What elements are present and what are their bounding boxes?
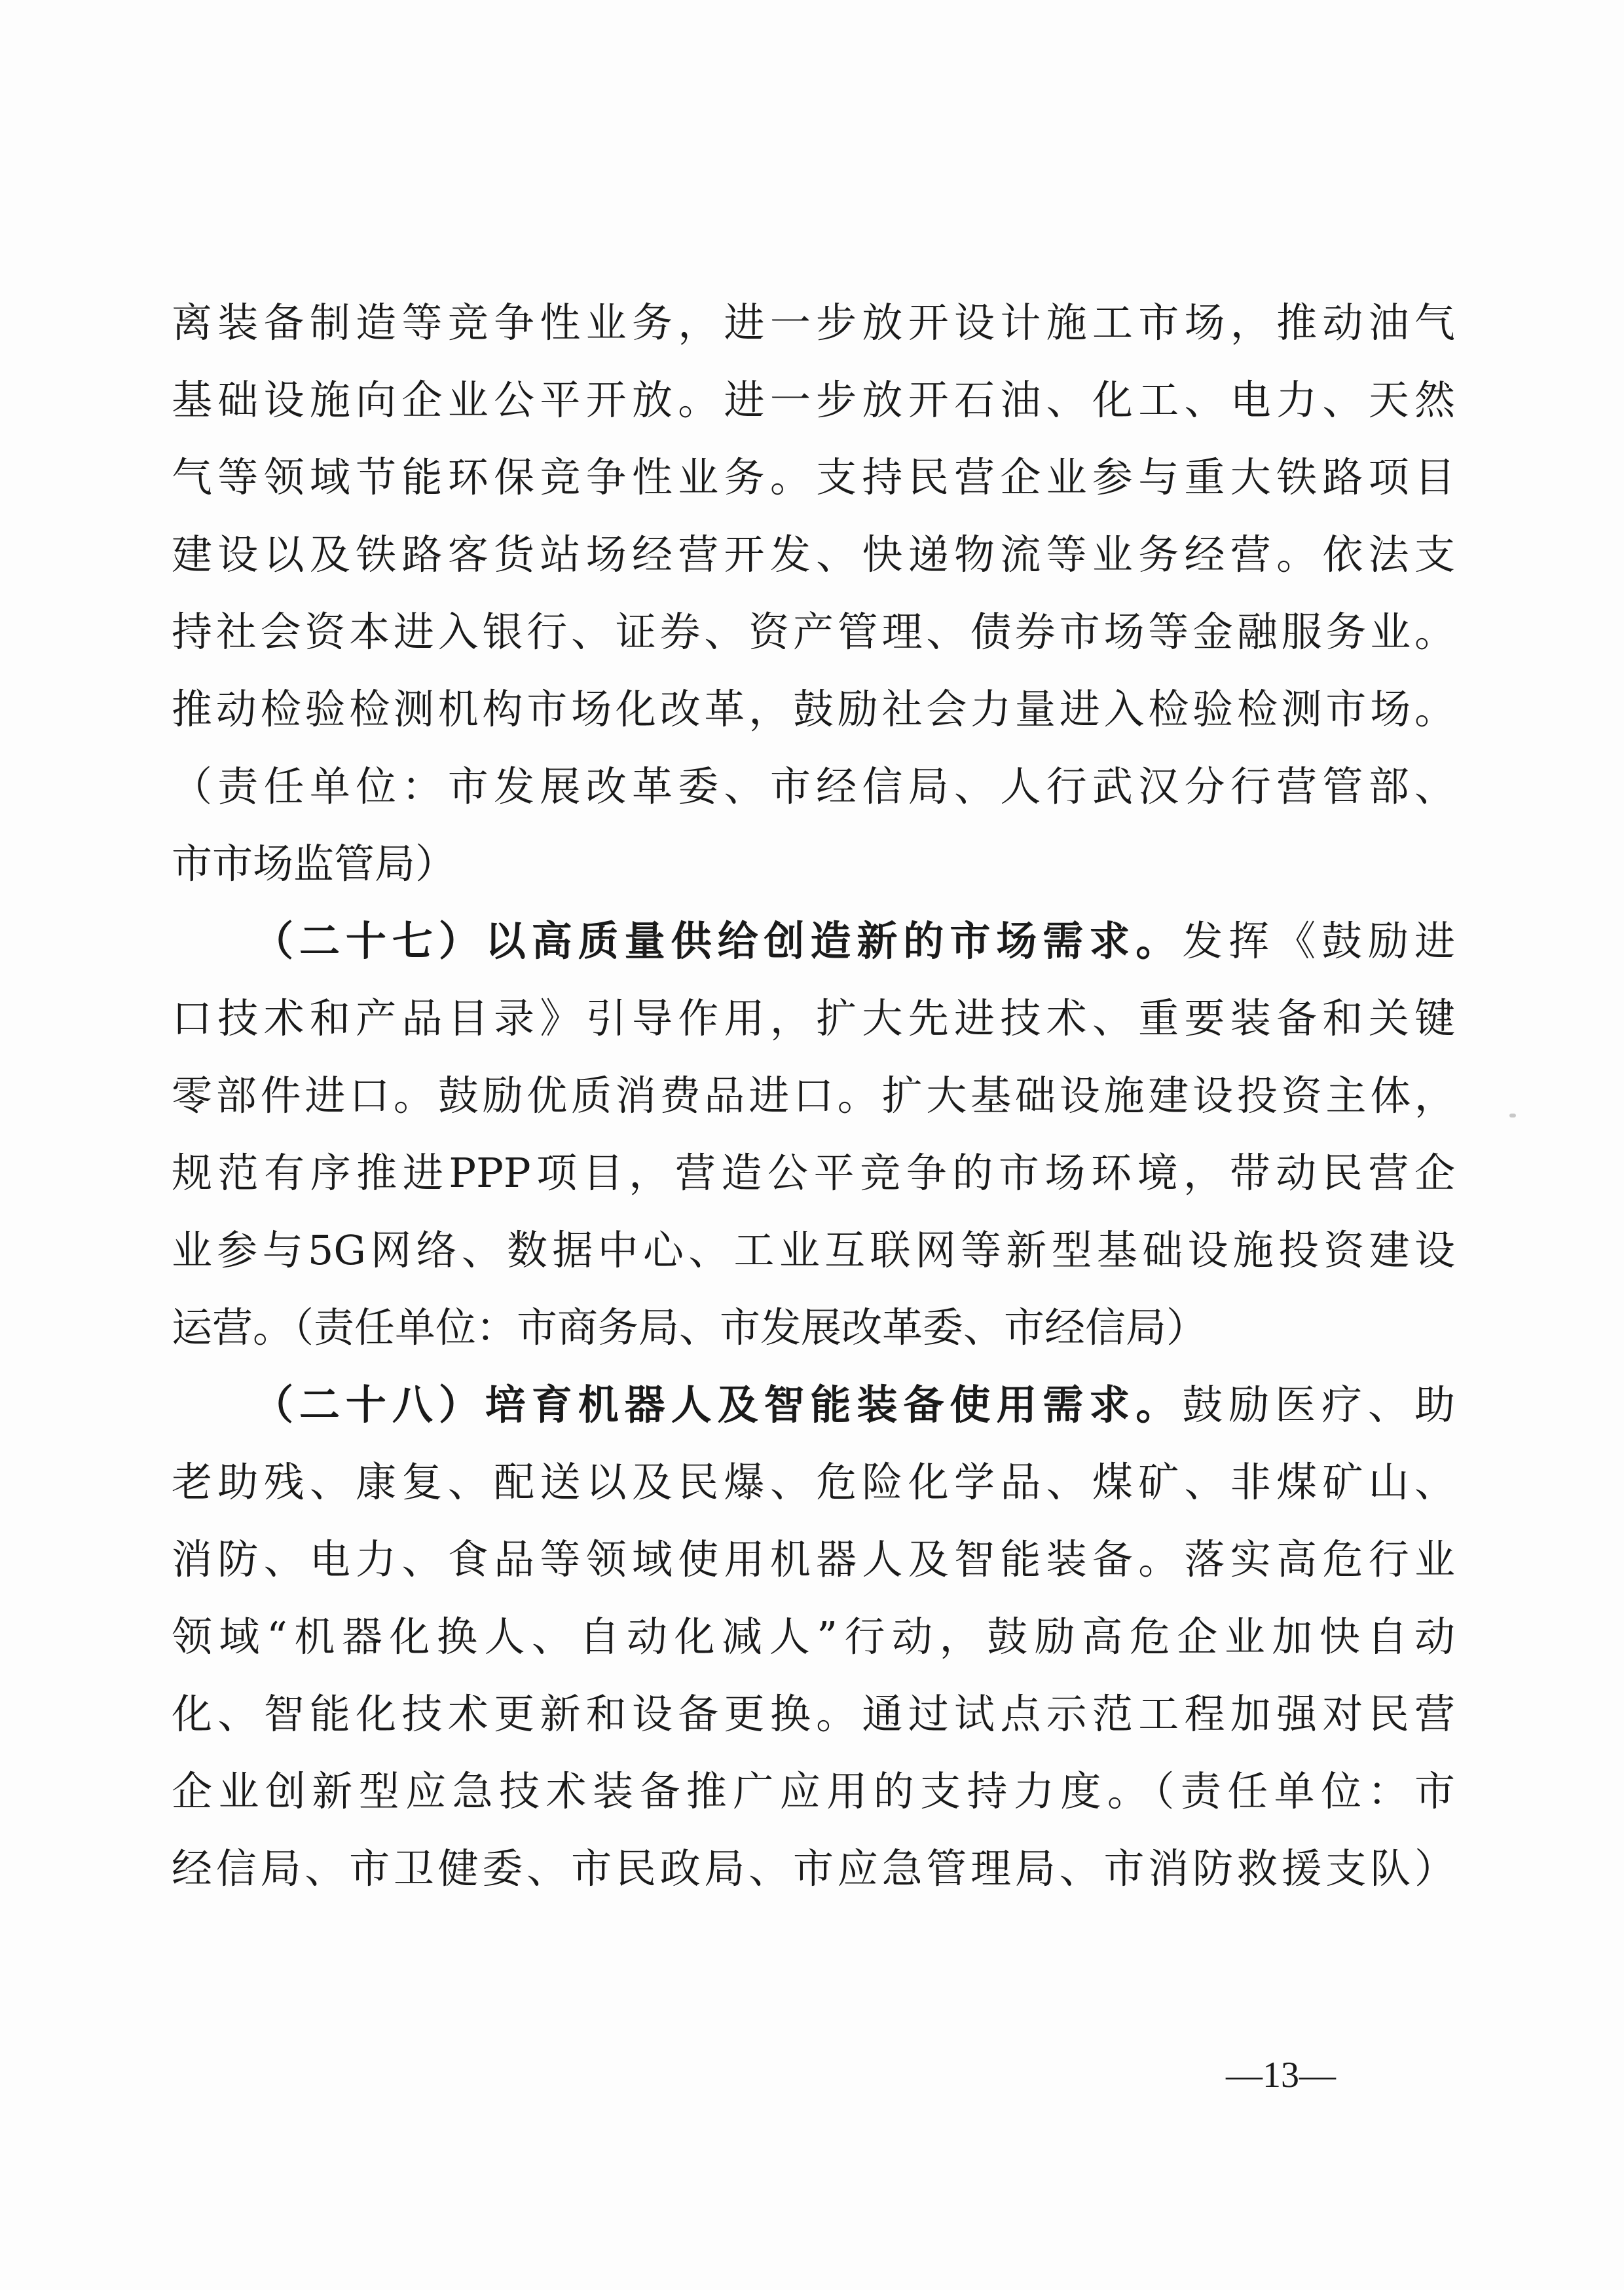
text-line: 老助残、康复、配送以及民爆、危险化学品、煤矿、非煤矿山、 [172, 1458, 1455, 1506]
text-line: 推动检验检测机构市场化改革，鼓励社会力量进入检验检测市场。 [172, 685, 1455, 733]
scan-speck [1509, 1114, 1516, 1117]
text-line: 零部件进口。鼓励优质消费品进口。扩大基础设施建设投资主体， [172, 1072, 1455, 1119]
text-line: （责任单位：市发展改革委、市经信局、人行武汉分行营管部、 [172, 762, 1455, 810]
text-line: 规范有序推进PPP项目，营造公平竞争的市场环境，带动民营企 [172, 1149, 1455, 1197]
paragraph-first-line [172, 903, 1455, 980]
text-line: 基础设施向企业公平开放。进一步放开石油、化工、电力、天然 [172, 376, 1455, 424]
paragraph-first-line [172, 1366, 1455, 1444]
text-line: 气等领域节能环保竞争性业务。支持民营企业参与重大铁路项目 [172, 453, 1455, 501]
text-line: 消防、电力、食品等领域使用机器人及智能装备。落实高危行业 [172, 1535, 1455, 1583]
text-span: 鼓励医疗、助 [1182, 1381, 1455, 1429]
page-number: —13— [1226, 2055, 1336, 2095]
body-text [172, 284, 1455, 1907]
text-line: 领域“机器化换人、自动化减人”行动，鼓励高危企业加快自动 [172, 1613, 1455, 1661]
text-line: 持社会资本进入银行、证券、资产管理、债券市场等金融服务业。 [172, 608, 1455, 656]
text-line: 运营。（责任单位：市商务局、市发展改革委、市经信局） [172, 1304, 1208, 1351]
text-line: 业参与5G网络、数据中心、工业互联网等新型基础设施投资建设 [172, 1226, 1455, 1274]
text-line: 市市场监管局） [172, 840, 456, 888]
text-line: 企业创新型应急技术装备推广应用的支持力度。（责任单位：市 [172, 1767, 1455, 1815]
text-line: 离装备制造等竞争性业务，进一步放开设计施工市场，推动油气 [172, 299, 1455, 347]
text-line: 口技术和产品目录》引导作用，扩大先进技术、重要装备和关键 [172, 994, 1455, 1042]
text-line: 建设以及铁路客货站场经营开发、快递物流等业务经营。依法支 [172, 531, 1455, 578]
section-heading: （二十七）以高质量供给创造新的市场需求。 [253, 917, 1183, 965]
text-line: 化、智能化技术更新和设备更换。通过试点示范工程加强对民营 [172, 1690, 1455, 1738]
section-heading: （二十八）培育机器人及智能装备使用需求。 [253, 1381, 1183, 1429]
text-span: 发挥《鼓励进 [1182, 917, 1455, 965]
text-line: 经信局、市卫健委、市民政局、市应急管理局、市消防救援支队） [172, 1845, 1455, 1892]
